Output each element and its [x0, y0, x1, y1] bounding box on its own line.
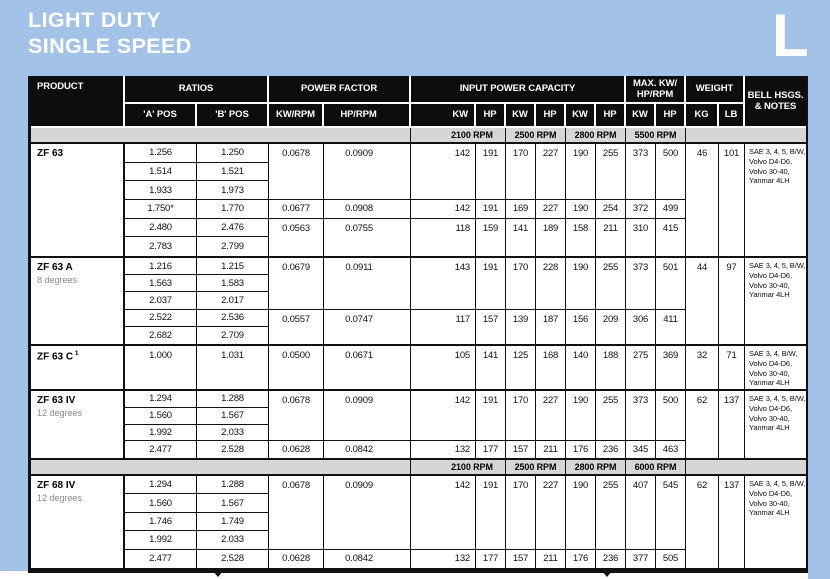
- capacity-cell: 170: [506, 391, 536, 441]
- capacity-cell: 177: [476, 441, 506, 458]
- ratio-b-cell: 2.709: [197, 327, 269, 344]
- weight-lb-cell: 97: [719, 258, 745, 344]
- capacity-cell: 132: [411, 550, 476, 568]
- ratio-a-cell: 2.477: [125, 550, 197, 568]
- power-factor-hp-cell: 0.0842: [324, 441, 411, 458]
- ratio-a-cell: 1.933: [125, 181, 197, 200]
- col-header-bell-notes: BELL HSGS. & NOTES: [745, 76, 806, 126]
- ratio-b-cell: 1.583: [197, 275, 269, 292]
- capacity-cell: 211: [536, 550, 566, 568]
- col-header-power-factor: POWER FACTOR: [269, 76, 411, 104]
- capacity-cell: 463: [656, 441, 686, 458]
- capacity-cell: 545: [656, 476, 686, 550]
- ratio-a-cell: 1.294: [125, 476, 197, 494]
- capacity-cell: 141: [506, 219, 536, 256]
- capacity-cell: 176: [566, 441, 596, 458]
- capacity-cell: 227: [536, 476, 566, 550]
- capacity-cell: 190: [566, 200, 596, 219]
- col-header-kw-max: KW: [626, 104, 656, 126]
- col-header-b-pos: 'B' POS: [197, 104, 269, 126]
- capacity-cell: 209: [596, 310, 626, 344]
- col-header-kw-2100: KW: [411, 104, 476, 126]
- capacity-cell: 190: [566, 476, 596, 550]
- ratio-b-cell: 1.288: [197, 391, 269, 408]
- weight-lb-cell: 137: [719, 476, 745, 568]
- ratio-b-cell: 1.250: [197, 144, 269, 163]
- ratio-b-cell: 1.749: [197, 513, 269, 531]
- capacity-cell: 505: [656, 550, 686, 568]
- ratio-b-cell: 2.799: [197, 237, 269, 256]
- right-margin: [808, 76, 830, 579]
- capacity-cell: 255: [596, 391, 626, 441]
- rpm-band-label: 2800 RPM: [566, 460, 626, 474]
- capacity-cell: 187: [536, 310, 566, 344]
- capacity-cell: 373: [626, 391, 656, 441]
- capacity-cell: 169: [506, 200, 536, 219]
- capacity-cell: 236: [596, 550, 626, 568]
- col-header-input-power: INPUT POWER CAPACITY: [411, 76, 626, 104]
- ratio-b-cell: 2.528: [197, 550, 269, 568]
- product-sub-label: 12 degrees: [37, 493, 83, 503]
- capacity-cell: 255: [596, 258, 626, 310]
- capacity-cell: 125: [506, 346, 536, 389]
- capacity-cell: 170: [506, 476, 536, 550]
- rpm-band-label: 2800 RPM: [566, 128, 626, 142]
- col-header-hp-max: HP: [656, 104, 686, 126]
- product-block: [31, 476, 806, 570]
- ratio-a-cell: 1.746: [125, 513, 197, 531]
- power-factor-kw-cell: 0.0678: [269, 476, 324, 550]
- capacity-cell: 176: [566, 550, 596, 568]
- capacity-cell: 411: [656, 310, 686, 344]
- capacity-cell: 501: [656, 258, 686, 310]
- product-block: [31, 258, 806, 346]
- ratio-a-cell: 1.560: [125, 408, 197, 425]
- capacity-cell: 275: [626, 346, 656, 389]
- capacity-cell: 191: [476, 391, 506, 441]
- ratio-a-cell: 2.522: [125, 310, 197, 327]
- power-factor-kw-cell: 0.0678: [269, 144, 324, 200]
- capacity-cell: 500: [656, 144, 686, 200]
- rpm-band-label: 2500 RPM: [506, 128, 566, 142]
- capacity-cell: 158: [566, 219, 596, 256]
- band-spacer: [31, 128, 411, 142]
- power-factor-hp-cell: 0.0909: [324, 144, 411, 200]
- ratio-b-cell: 1.521: [197, 163, 269, 182]
- col-header-max-kw-hp: MAX. KW/ HP/RPM: [626, 76, 686, 104]
- capacity-cell: 255: [596, 144, 626, 200]
- rpm-band-label: 2500 RPM: [506, 460, 566, 474]
- power-factor-kw-cell: 0.0678: [269, 391, 324, 441]
- ratio-b-cell: 2.528: [197, 441, 269, 458]
- capacity-cell: 142: [411, 144, 476, 200]
- spec-table: [28, 76, 808, 573]
- capacity-cell: 211: [536, 441, 566, 458]
- product-cell: [31, 258, 125, 344]
- ratio-b-cell: 1.770: [197, 200, 269, 219]
- product-cell: [31, 144, 125, 256]
- power-factor-hp-cell: 0.0909: [324, 476, 411, 550]
- ratio-a-cell: 1.294: [125, 391, 197, 408]
- capacity-cell: 211: [596, 219, 626, 256]
- capacity-cell: 190: [566, 391, 596, 441]
- notes-cell: SAE 3, 4, 5, B/W, Volvo D4-D6, Volvo 30-40, Yanmar 4LH: [749, 479, 806, 518]
- capacity-cell: 373: [626, 258, 656, 310]
- power-factor-hp-cell: 0.0747: [324, 310, 411, 344]
- weight-kg-cell: 32: [686, 346, 719, 389]
- band-spacer: [686, 128, 806, 142]
- capacity-cell: 373: [626, 144, 656, 200]
- capacity-cell: 170: [506, 258, 536, 310]
- capacity-cell: 142: [411, 200, 476, 219]
- capacity-cell: 190: [566, 144, 596, 200]
- product-block: [31, 144, 806, 258]
- power-factor-hp-cell: 0.0908: [324, 200, 411, 219]
- capacity-cell: 227: [536, 200, 566, 219]
- ratio-a-cell: 2.477: [125, 441, 197, 458]
- ratio-a-cell: 1.563: [125, 275, 197, 292]
- power-factor-hp-cell: 0.0911: [324, 258, 411, 310]
- left-margin: [0, 76, 28, 571]
- power-factor-kw-cell: 0.0628: [269, 550, 324, 568]
- capacity-cell: 499: [656, 200, 686, 219]
- capacity-cell: 141: [476, 346, 506, 389]
- ratio-b-cell: 2.476: [197, 219, 269, 238]
- col-header-weight: WEIGHT: [686, 76, 745, 104]
- ratio-a-cell: 1.216: [125, 258, 197, 275]
- capacity-cell: 117: [411, 310, 476, 344]
- ratio-b-cell: 2.017: [197, 292, 269, 309]
- product-block: [31, 391, 806, 460]
- notes-cell: SAE 3, 4, B/W, Volvo D4-D6, Volvo 30-40, Yanmar 4LH: [749, 349, 798, 388]
- notes-cell: SAE 3, 4, 5, B/W, Volvo D4-D6, Volvo 30-40, Yanmar 4LH: [749, 261, 806, 300]
- capacity-cell: 157: [476, 310, 506, 344]
- product-name: ZF 63 IV: [37, 395, 76, 406]
- capacity-cell: 415: [656, 219, 686, 256]
- capacity-cell: 188: [596, 346, 626, 389]
- rpm-band-label: 6000 RPM: [626, 460, 686, 474]
- capacity-cell: 168: [536, 346, 566, 389]
- capacity-cell: 306: [626, 310, 656, 344]
- ratio-a-cell: 2.480: [125, 219, 197, 238]
- ratio-b-cell: 1.567: [197, 408, 269, 425]
- power-factor-kw-cell: 0.0628: [269, 441, 324, 458]
- ratio-a-cell: 1.514: [125, 163, 197, 182]
- capacity-cell: 157: [506, 441, 536, 458]
- band-spacer: [686, 460, 806, 474]
- ratio-a-cell: 2.783: [125, 237, 197, 256]
- weight-kg-cell: 62: [686, 391, 719, 458]
- power-factor-hp-cell: 0.0842: [324, 550, 411, 568]
- capacity-cell: 177: [476, 550, 506, 568]
- rpm-band: [31, 460, 806, 476]
- capacity-cell: 310: [626, 219, 656, 256]
- capacity-cell: 191: [476, 200, 506, 219]
- power-factor-kw-cell: 0.0557: [269, 310, 324, 344]
- capacity-cell: 191: [476, 476, 506, 550]
- ratio-a-cell: 1.992: [125, 425, 197, 442]
- ratio-a-cell: 1.256: [125, 144, 197, 163]
- col-header-lb: LB: [719, 104, 745, 126]
- product-sub-label: 8 degrees: [37, 275, 78, 285]
- rpm-band-label: 2100 RPM: [411, 128, 506, 142]
- rpm-band: [31, 128, 806, 144]
- product-name: ZF 68 IV: [37, 480, 76, 491]
- capacity-cell: 345: [626, 441, 656, 458]
- capacity-cell: 170: [506, 144, 536, 200]
- col-header-kw-2800: KW: [566, 104, 596, 126]
- product-cell: [31, 391, 125, 458]
- ratio-a-cell: 1.000: [125, 346, 197, 389]
- ratio-b-cell: 1.031: [197, 346, 269, 389]
- capacity-cell: 236: [596, 441, 626, 458]
- ratio-a-cell: 2.037: [125, 292, 197, 309]
- weight-kg-cell: 44: [686, 258, 719, 344]
- ratio-a-cell: 1.992: [125, 531, 197, 549]
- power-factor-kw-cell: 0.0677: [269, 200, 324, 219]
- capacity-cell: 254: [596, 200, 626, 219]
- capacity-cell: 227: [536, 391, 566, 441]
- notes-cell: SAE 3, 4, 5, B/W, Volvo D4-D6, Volvo 30-40, Yanmar 4LH: [749, 394, 806, 433]
- col-header-kg: KG: [686, 104, 719, 126]
- col-header-a-pos: 'A' POS: [125, 104, 197, 126]
- col-header-hp-2100: HP: [476, 104, 506, 126]
- ratio-b-cell: 2.536: [197, 310, 269, 327]
- weight-lb-cell: 101: [719, 144, 745, 256]
- ratio-a-cell: 1.750*: [125, 200, 197, 219]
- band-spacer: [31, 460, 411, 474]
- capacity-cell: 255: [596, 476, 626, 550]
- ratio-b-cell: 1.288: [197, 476, 269, 494]
- capacity-cell: 407: [626, 476, 656, 550]
- page-title-line1: LIGHT DUTY: [28, 8, 161, 32]
- capacity-cell: 139: [506, 310, 536, 344]
- rpm-band-label: 5500 RPM: [626, 128, 686, 142]
- page-title: [28, 8, 192, 60]
- capacity-cell: 105: [411, 346, 476, 389]
- capacity-cell: 377: [626, 550, 656, 568]
- col-header-hp-2800: HP: [596, 104, 626, 126]
- capacity-cell: 191: [476, 144, 506, 200]
- weight-kg-cell: 62: [686, 476, 719, 568]
- capacity-cell: 191: [476, 258, 506, 310]
- power-factor-kw-cell: 0.0679: [269, 258, 324, 310]
- product-sub-label: 12 degrees: [37, 408, 83, 418]
- product-name: ZF 63: [37, 148, 64, 159]
- capacity-cell: 142: [411, 476, 476, 550]
- notes-cell: SAE 3, 4, 5, B/W, Volvo D4-D6, Volvo 30-40, Yanmar 4LH: [749, 147, 806, 186]
- table-body: [31, 128, 806, 570]
- capacity-cell: 227: [536, 144, 566, 200]
- ratio-b-cell: 1.567: [197, 494, 269, 512]
- col-header-hp-2500: HP: [536, 104, 566, 126]
- capacity-cell: 118: [411, 219, 476, 256]
- capacity-cell: 157: [506, 550, 536, 568]
- capacity-cell: 228: [536, 258, 566, 310]
- weight-kg-cell: 46: [686, 144, 719, 256]
- capacity-cell: 143: [411, 258, 476, 310]
- product-name: ZF 63 A: [37, 262, 73, 273]
- power-factor-kw-cell: 0.0563: [269, 219, 324, 256]
- col-header-kw-rpm: KW/RPM: [269, 104, 324, 126]
- capacity-cell: 140: [566, 346, 596, 389]
- product-name: ZF 63 C $^1$: [37, 350, 79, 363]
- continuation-arrow-icon: [602, 571, 612, 577]
- power-factor-hp-cell: 0.0909: [324, 391, 411, 441]
- capacity-cell: 142: [411, 391, 476, 441]
- capacity-cell: 369: [656, 346, 686, 389]
- product-block: [31, 346, 806, 391]
- ratio-a-cell: 2.682: [125, 327, 197, 344]
- page-title-line2: SINGLE SPEED: [28, 33, 192, 58]
- capacity-cell: 159: [476, 219, 506, 256]
- weight-lb-cell: 71: [719, 346, 745, 389]
- capacity-cell: 372: [626, 200, 656, 219]
- col-header-product: PRODUCT: [31, 76, 125, 126]
- product-cell: [31, 346, 125, 389]
- capacity-cell: 156: [566, 310, 596, 344]
- ratio-b-cell: 1.973: [197, 181, 269, 200]
- col-header-ratios: RATIOS: [125, 76, 269, 104]
- capacity-cell: 500: [656, 391, 686, 441]
- power-factor-hp-cell: 0.0755: [324, 219, 411, 256]
- ratio-b-cell: 1.215: [197, 258, 269, 275]
- power-factor-hp-cell: 0.0671: [324, 346, 411, 389]
- product-cell: [31, 476, 125, 568]
- ratio-b-cell: 2.033: [197, 425, 269, 442]
- section-letter: L: [772, 2, 809, 69]
- continuation-arrow-icon: [213, 571, 223, 577]
- weight-lb-cell: 137: [719, 391, 745, 458]
- ratio-b-cell: 2.033: [197, 531, 269, 549]
- power-factor-kw-cell: 0.0500: [269, 346, 324, 389]
- ratio-a-cell: 1.560: [125, 494, 197, 512]
- capacity-cell: 132: [411, 441, 476, 458]
- table-header: [31, 76, 806, 128]
- capacity-cell: 189: [536, 219, 566, 256]
- capacity-cell: 190: [566, 258, 596, 310]
- col-header-hp-rpm: HP/RPM: [324, 104, 411, 126]
- col-header-kw-2500: KW: [506, 104, 536, 126]
- rpm-band-label: 2100 RPM: [411, 460, 506, 474]
